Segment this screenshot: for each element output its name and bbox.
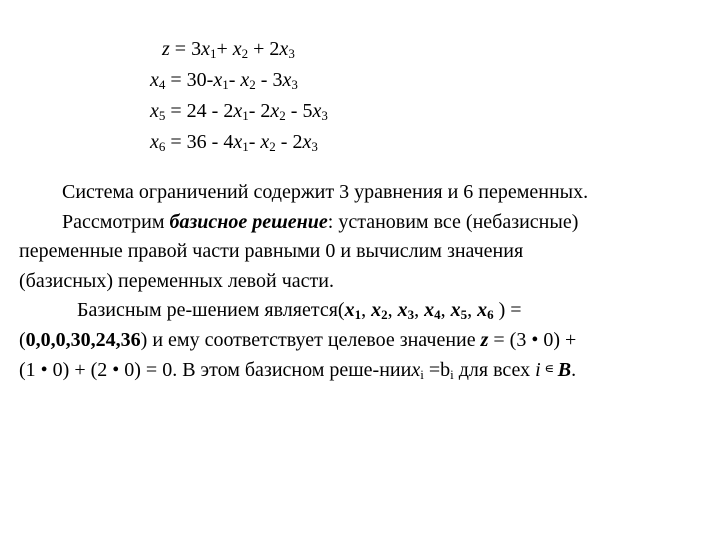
z-symbol: z — [480, 328, 489, 351]
basis-variable: $x_3$ — [397, 299, 415, 322]
equation-term: 36 - 4x — [186, 131, 243, 153]
equals-sign: = — [165, 100, 187, 122]
basis-values: 0,0,0,30,24,36 — [25, 328, 141, 351]
paragraph-1-line — [19, 178, 709, 208]
basis-variable: $x_6$ — [477, 299, 494, 322]
text-span: ) и ему соответствует целевое значение — [140, 328, 481, 351]
equation-line — [150, 96, 328, 127]
equation-system — [150, 34, 328, 158]
equals-sign: = — [169, 38, 192, 60]
separator: , — [440, 299, 451, 321]
separator: , — [467, 299, 478, 321]
text-span: Базисным ре-шением является( — [77, 299, 345, 321]
equation-line — [150, 34, 328, 65]
subscript: 1 — [222, 77, 229, 92]
text-span: для всех — [453, 359, 536, 381]
subscript: 1 — [242, 108, 249, 123]
paragraph-2-line-2 — [19, 237, 709, 267]
separator: , — [361, 299, 372, 321]
text-span: ( — [19, 328, 26, 351]
subscript: 3 — [321, 108, 328, 123]
xi-symbol: x — [411, 359, 421, 381]
subscript: 2 — [269, 139, 276, 154]
equation-term: - 3x — [260, 69, 292, 91]
equation-line — [150, 65, 328, 96]
body-text — [19, 178, 709, 386]
subscript: 3 — [311, 139, 318, 154]
b-set-symbol: B — [557, 359, 572, 381]
subscript: 2 — [279, 108, 286, 123]
text-span: : установим все (небазисные) — [327, 210, 579, 233]
basis-variable: $x_1$ — [344, 299, 362, 322]
subscript: 3 — [288, 46, 295, 61]
paragraph-3-line-3 — [19, 355, 709, 386]
subscript: i — [420, 367, 424, 382]
text-span: (1 • 0) + (2 • 0) = 0. В этом базисном реше-нии — [19, 359, 412, 381]
equation-term: + x — [216, 38, 242, 60]
equation-term: + 2x — [253, 38, 289, 60]
i-symbol: i — [535, 359, 541, 381]
element-of-symbol: ∊ — [540, 362, 558, 377]
equation-term: 3x — [191, 38, 210, 60]
equation-term: 24 - 2x — [186, 100, 243, 122]
subscript: i — [450, 367, 454, 382]
text-span: = (3 • 0) + — [488, 328, 577, 351]
basis-variable: $x_4$ — [424, 299, 441, 322]
equation-term: - 2x — [280, 131, 312, 153]
equation-lhs: x — [150, 69, 159, 91]
basis-variable-list — [345, 299, 494, 321]
separator: , — [387, 299, 398, 321]
subscript: 2 — [249, 77, 256, 92]
subscript: 4 — [158, 77, 166, 92]
paragraph-3-line-1 — [19, 296, 709, 326]
paragraph-2-line-1 — [19, 208, 709, 238]
subscript: 2 — [241, 46, 249, 61]
subscript: 5 — [158, 108, 166, 123]
equation-lhs: x — [150, 100, 159, 122]
text-span: переменные правой части равными 0 и вычислим значения — [19, 240, 524, 262]
equation-term: - 5x — [290, 100, 322, 122]
equals-sign: = — [165, 131, 187, 153]
text-span: Система ограничений содержит 3 уравнения и 6 переменных. — [62, 181, 589, 203]
subscript: 1 — [242, 139, 249, 154]
equation-term: 30-x — [186, 69, 223, 91]
text-span: . — [571, 359, 577, 381]
text-span: ) = — [493, 299, 522, 321]
equation-term: - x — [228, 69, 250, 91]
basis-solution-term: базисное решение — [169, 210, 328, 233]
equals-sign: = — [165, 69, 187, 91]
subscript: 3 — [291, 77, 298, 92]
subscript: 6 — [158, 139, 166, 154]
separator: , — [414, 299, 425, 321]
equation-line — [150, 127, 328, 158]
paragraph-2-line-3 — [19, 267, 709, 297]
equation-lhs: z — [162, 38, 170, 60]
equation-term: - 2x — [248, 100, 280, 122]
text-span: (базисных) переменных левой части. — [19, 269, 334, 292]
equation-term: - x — [248, 131, 270, 153]
text-span: Рассмотрим — [62, 210, 170, 233]
equation-lhs: x — [150, 131, 159, 153]
basis-variable: $x_5$ — [450, 299, 468, 322]
basis-variable: $x_2$ — [371, 299, 388, 322]
text-span: =b — [423, 359, 451, 381]
subscript: 1 — [209, 46, 217, 61]
paragraph-3-line-2 — [19, 326, 709, 356]
